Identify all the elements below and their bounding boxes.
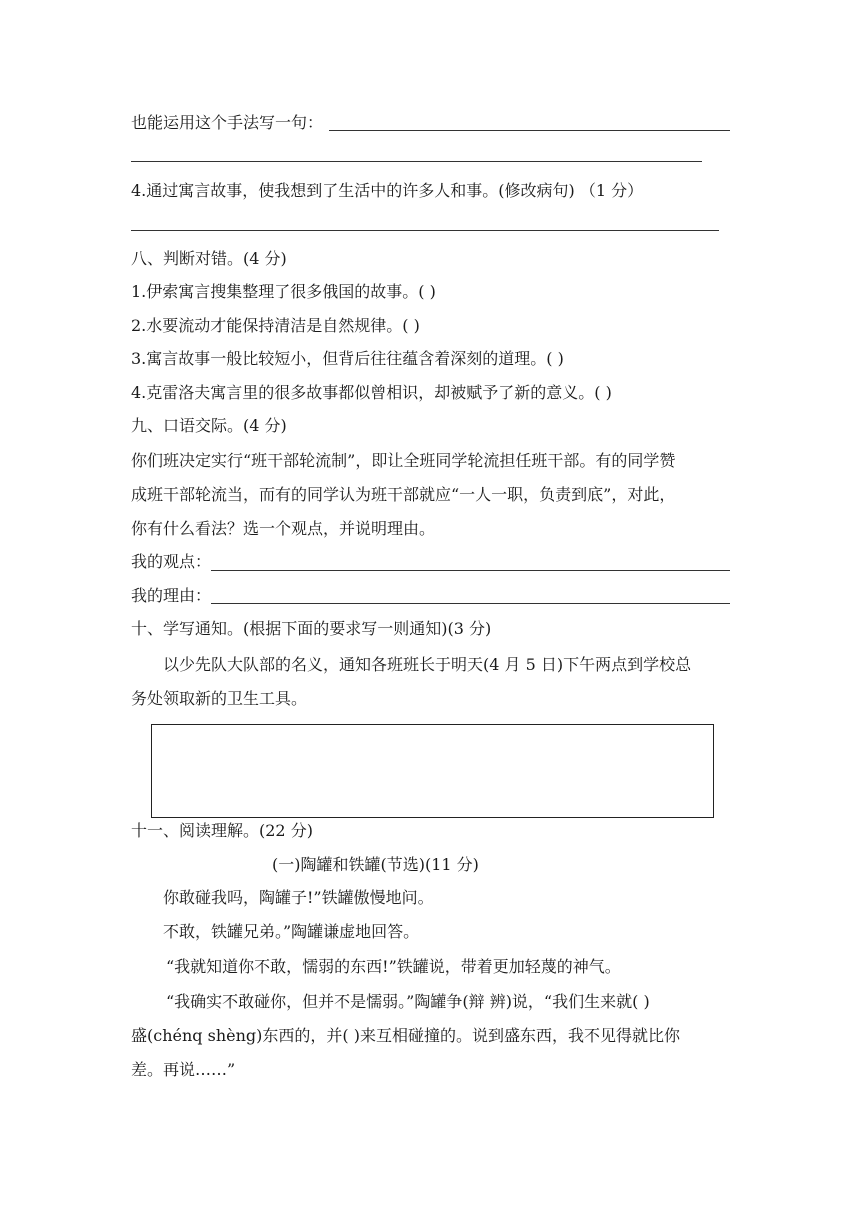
q10-paragraph-line: 务处领取新的卫生工具。 — [131, 689, 308, 708]
passage-line: “我就知道你不敢，懦弱的东西!”铁罐说，带着更加轻蔑的神气。 — [166, 957, 621, 976]
q10-paragraph-line: 以少先队大队部的名义，通知各班班长于明天(4 月 5 日)下午两点到学校总 — [163, 655, 692, 674]
passage-title: (一)陶罐和铁罐(节选)(11 分) — [272, 855, 479, 874]
q8-item: 1.伊索寓言搜集整理了很多俄国的故事。( ) — [131, 282, 436, 301]
answer-line — [329, 130, 730, 131]
q9-paragraph-line: 你们班决定实行“班干部轮流制”，即让全班同学轮流担任班干部。有的同学赞 — [131, 451, 676, 470]
my-view-label: 我的观点： — [131, 552, 212, 571]
q8-item: 4.克雷洛夫寓言里的很多故事都似曾相识，却被赋予了新的意义。( ) — [131, 383, 612, 402]
answer-line — [131, 161, 702, 162]
q8-heading: 八、判断对错。(4 分) — [131, 249, 287, 268]
q8-item: 3.寓言故事一般比较短小，但背后往往蕴含着深刻的道理。( ) — [131, 349, 564, 368]
q7-item-4: 4.通过寓言故事，使我想到了生活中的许多人和事。(修改病句) （1 分） — [131, 181, 644, 200]
q9-paragraph-line: 你有什么看法？选一个观点，并说明理由。 — [131, 519, 436, 538]
passage-line: 盛(chénq shèng)东西的，并( )来互相碰撞的。说到盛东西，我不见得就比你 — [131, 1026, 680, 1045]
my-reason-label: 我的理由： — [131, 586, 212, 605]
my-reason-answer-line[interactable] — [211, 603, 730, 604]
q7-prompt-line: 也能运用这个手法写一句： — [131, 113, 324, 132]
passage-line: “我确实不敢碰你，但并不是懦弱。”陶罐争(辩 辨)说，“我们生来就( ) — [166, 992, 650, 1011]
notice-answer-box[interactable] — [151, 724, 714, 818]
q9-paragraph-line: 成班干部轮流当，而有的同学认为班干部就应“一人一职，负责到底”，对此， — [131, 485, 676, 504]
passage-line: 差。再说……” — [131, 1060, 236, 1079]
q10-heading: 十、学写通知。(根据下面的要求写一则通知)(3 分) — [131, 619, 492, 638]
my-view-answer-line[interactable] — [211, 570, 730, 571]
q9-heading: 九、口语交际。(4 分) — [131, 416, 287, 435]
passage-line: 不敢，铁罐兄弟。”陶罐谦虚地回答。 — [163, 922, 420, 941]
q8-item: 2.水要流动才能保持清洁是自然规律。( ) — [131, 316, 420, 335]
q11-heading: 十一、阅读理解。(22 分) — [131, 821, 313, 840]
answer-line — [131, 230, 719, 231]
passage-line: 你敢碰我吗，陶罐子!”铁罐傲慢地问。 — [163, 888, 434, 907]
